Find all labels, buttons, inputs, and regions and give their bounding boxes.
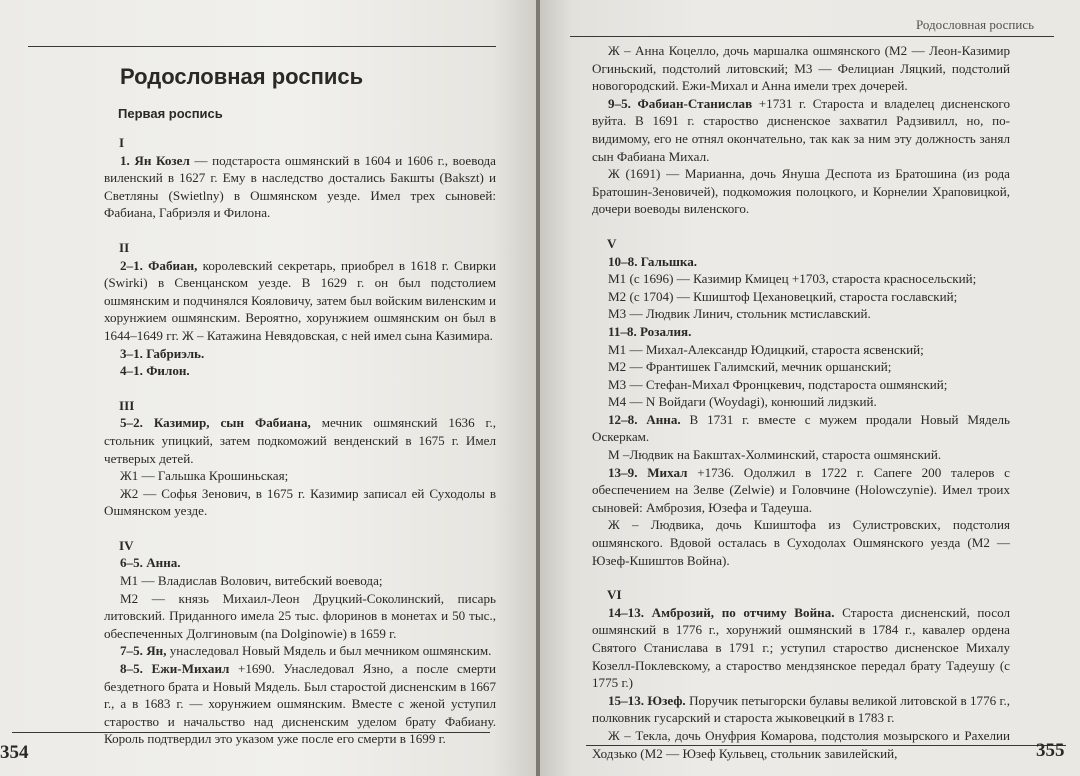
- entry-text: В 1731 г. вместе с мужем продали Новый Мядель Оскеркам.: [592, 411, 1010, 445]
- generation-heading: II: [119, 239, 130, 255]
- spouse-line: Ж2 — Софья Зенович, в 1675 г. Казимир записал ей Суходолы в Ошмянском уезде.: [104, 485, 496, 519]
- footer-rule: [12, 732, 490, 733]
- genealogy-entry: 11–8. Розалия.: [608, 323, 692, 339]
- entry-name: 9–5. Фабиан-Станислав: [608, 95, 753, 111]
- genealogy-entry: [592, 464, 1010, 517]
- spouse-line: М1 — Михал-Александр Юдицкий, староста ясвенский;: [608, 341, 924, 357]
- generation-heading: I: [119, 135, 125, 150]
- spouse-line: М3 — Людвик Линич, стольник мстиславский.: [608, 306, 871, 322]
- generation-heading: V: [607, 235, 617, 251]
- spouse-line: М2 — князь Михаил-Леон Друцкий-Соколинский, писарь литовский. Приданного имела 25 тыс. флоринов в монетах и 50 тыс., обеспеченных Долгиновым (na Dolginowie) в 1659 г.: [104, 590, 496, 641]
- entry-name: 2–1. Фабиан,: [120, 257, 198, 273]
- genealogy-entry: 3–1. Габриэль.: [120, 345, 205, 361]
- entry-name: 14–13. Амброзий, по отчиму Война.: [608, 604, 835, 620]
- spouse-line: М1 — Владислав Волович, витебский воевода;: [120, 573, 383, 589]
- entry-text: унаследовал Новый Мядель и был мечником ошмянским.: [166, 643, 492, 659]
- entry-name: 1. Ян Козел: [120, 152, 190, 168]
- entry-name: 13–9. Михал: [608, 464, 688, 480]
- genealogy-entry: [104, 660, 496, 748]
- genealogy-entry: [592, 411, 1010, 446]
- entry-text: — подстароста ошмянский в 1604 и 1606 г., воевода виленский в 1627 г. Ему в наследство достались Бакшты (Bakszt) и Светляны (Swietlny) в Ошмянском уезде. Имел трех сыновей: Фабиана, Габриэля и Филона.: [104, 152, 496, 221]
- generation-heading: VI: [607, 587, 622, 603]
- spouse-line: Ж1 — Гальшка Крошиньская;: [120, 468, 289, 484]
- entry-name: 15–13. Юзеф.: [608, 692, 686, 708]
- entry-name: 5–2. Казимир, сын Фабиана,: [120, 415, 311, 431]
- entry-text: Поручик петыгорски булавы великой литовской в 1776 г., полковник гусарский и староста жыковецкий в 1783 г.: [592, 692, 1011, 726]
- spouse-line: М2 (с 1704) — Кшиштоф Цехановецкий, староста гославский;: [608, 288, 958, 304]
- genealogy-entry: [104, 257, 496, 345]
- page-title: Родословная роспись: [120, 64, 364, 89]
- entry-text: Староста дисненский, посол ошмянский в 1776 г., хорунжий ошмянский в 1784 г., кавалер ордена Святого Станислава в 1791 г.; уступил староство дисненское Михалу Козелл-Поклевскому, а староство мендзянское передал брату Тадеушу (с 1775 г.): [592, 604, 1010, 691]
- left-text-column: [104, 134, 496, 748]
- genealogy-entry: [592, 692, 1010, 727]
- entry-text: +1690. Унаследовал Язно, а после смерти бездетного брата и Новый Мядель. Был старостой дисненским в 1667 г., а в 1683 г. — хорунжием ошмянским. Вместе с женой уступил староство и начальство над дисненским уделом брату Фабиану. Король подтвердил это указом уже после его смерти в 1699 г.: [104, 661, 496, 747]
- entry-text: +1736. Одолжил в 1722 г. Сапеге 200 талеров с обеспечением на Зелве (Zelwie) и Головчине (Holowczynie). Имел троих сыновей: Амброзия, Юзефа и Тадеуша.: [592, 464, 1010, 515]
- running-head: Родословная роспись: [916, 17, 1035, 32]
- left-page: [0, 0, 536, 776]
- footer-rule: [586, 745, 1066, 746]
- genealogy-entry: [104, 642, 496, 660]
- genealogy-entry: [104, 414, 496, 467]
- genealogy-entry: [592, 604, 1010, 692]
- header-rule: [28, 46, 496, 47]
- spouse-line: М3 — Стефан-Михал Фронцкевич, подстароста ошмянский;: [608, 376, 948, 392]
- spouse-line: М4 — N Войдаги (Woydagi), конюший лидзкий.: [608, 394, 877, 410]
- entry-text: королевский секретарь, приобрел в 1618 г. Свирки (Swirki) в Свенцанском уезде. В 1629 г. он был подстолием ошмянским и подчинялся Кояловичу, затем был войским виленским и хорунжием ошмянским. Вероятно, хорунжием ошмянским он был в 1644–1649 гг. Ж – Катажина Невядовская, с ней имел сына Казимира.: [104, 257, 497, 343]
- generation-heading: III: [119, 397, 135, 413]
- genealogy-entry: [592, 95, 1010, 165]
- header-rule: [570, 36, 1054, 37]
- genealogy-entry: [104, 152, 496, 222]
- spouse-line: Ж (1691) — Марианна, дочь Януша Деспота из Братошина (из рода Братошин-Зеновичей), подкоможия полоцкого, и Корнелии Храповицкой, дочери воеводы виленского.: [592, 166, 1010, 217]
- genealogy-entry: 4–1. Филон.: [120, 363, 190, 379]
- entry-name: 7–5. Ян,: [120, 643, 167, 659]
- genealogy-entry: 10–8. Гальшка.: [608, 253, 698, 269]
- spouse-line: М1 (с 1696) — Казимир Кмицец +1703, староста красносельский;: [608, 271, 977, 287]
- generation-heading: IV: [119, 537, 134, 553]
- section-title: Первая роспись: [118, 106, 223, 121]
- genealogy-entry: 6–5. Анна.: [120, 555, 181, 571]
- page-number: 354: [0, 742, 29, 763]
- spouse-line: Ж – Людвика, дочь Кшиштофа из Сулистровских, подстолия ошмянского. Вдовой осталась в Суходолах Ошмянского уезда (М2 — Юзеф-Кшиштов Война).: [592, 517, 1010, 568]
- page-number: 355: [1036, 740, 1065, 761]
- right-page: [540, 0, 1080, 776]
- entry-text: +1731 г. Староста и владелец дисненского вуйта. В 1691 г. староство дисненское захватил Радзивилл, но, по-видимому, его не отнял окончательно, так как за ним эту должность занял сын Фабиана Михал.: [592, 95, 1011, 164]
- entry-name: 12–8. Анна.: [608, 411, 681, 427]
- spouse-line: М –Людвик на Бакштах-Холминский, староста ошмянский.: [608, 447, 942, 463]
- entry-text: мечник ошмянский 1636 г., стольник упицкий, затем подкоможий венденский в 1675 г. Имел четверых детей.: [104, 415, 496, 466]
- spouse-line: Ж – Текла, дочь Онуфрия Комарова, подстолия мозырского и Рахелии Ходзько (М2 — Юзеф Кульвец, стольник завилейский,: [592, 727, 1010, 761]
- spouse-line: М2 — Франтишек Галимский, мечник оршанский;: [608, 359, 892, 375]
- spouse-line: Ж – Анна Коцелло, дочь маршалка ошмянского (М2 — Леон-Казимир Огиньский, подстолий литовский; М3 — Фелициан Ляцкий, подстолий новогородский. Ежи-Михал и Анна имели трех дочерей.: [592, 43, 1010, 94]
- entry-name: 8–5. Ежи-Михаил: [120, 661, 230, 677]
- right-text-column: [592, 42, 1010, 762]
